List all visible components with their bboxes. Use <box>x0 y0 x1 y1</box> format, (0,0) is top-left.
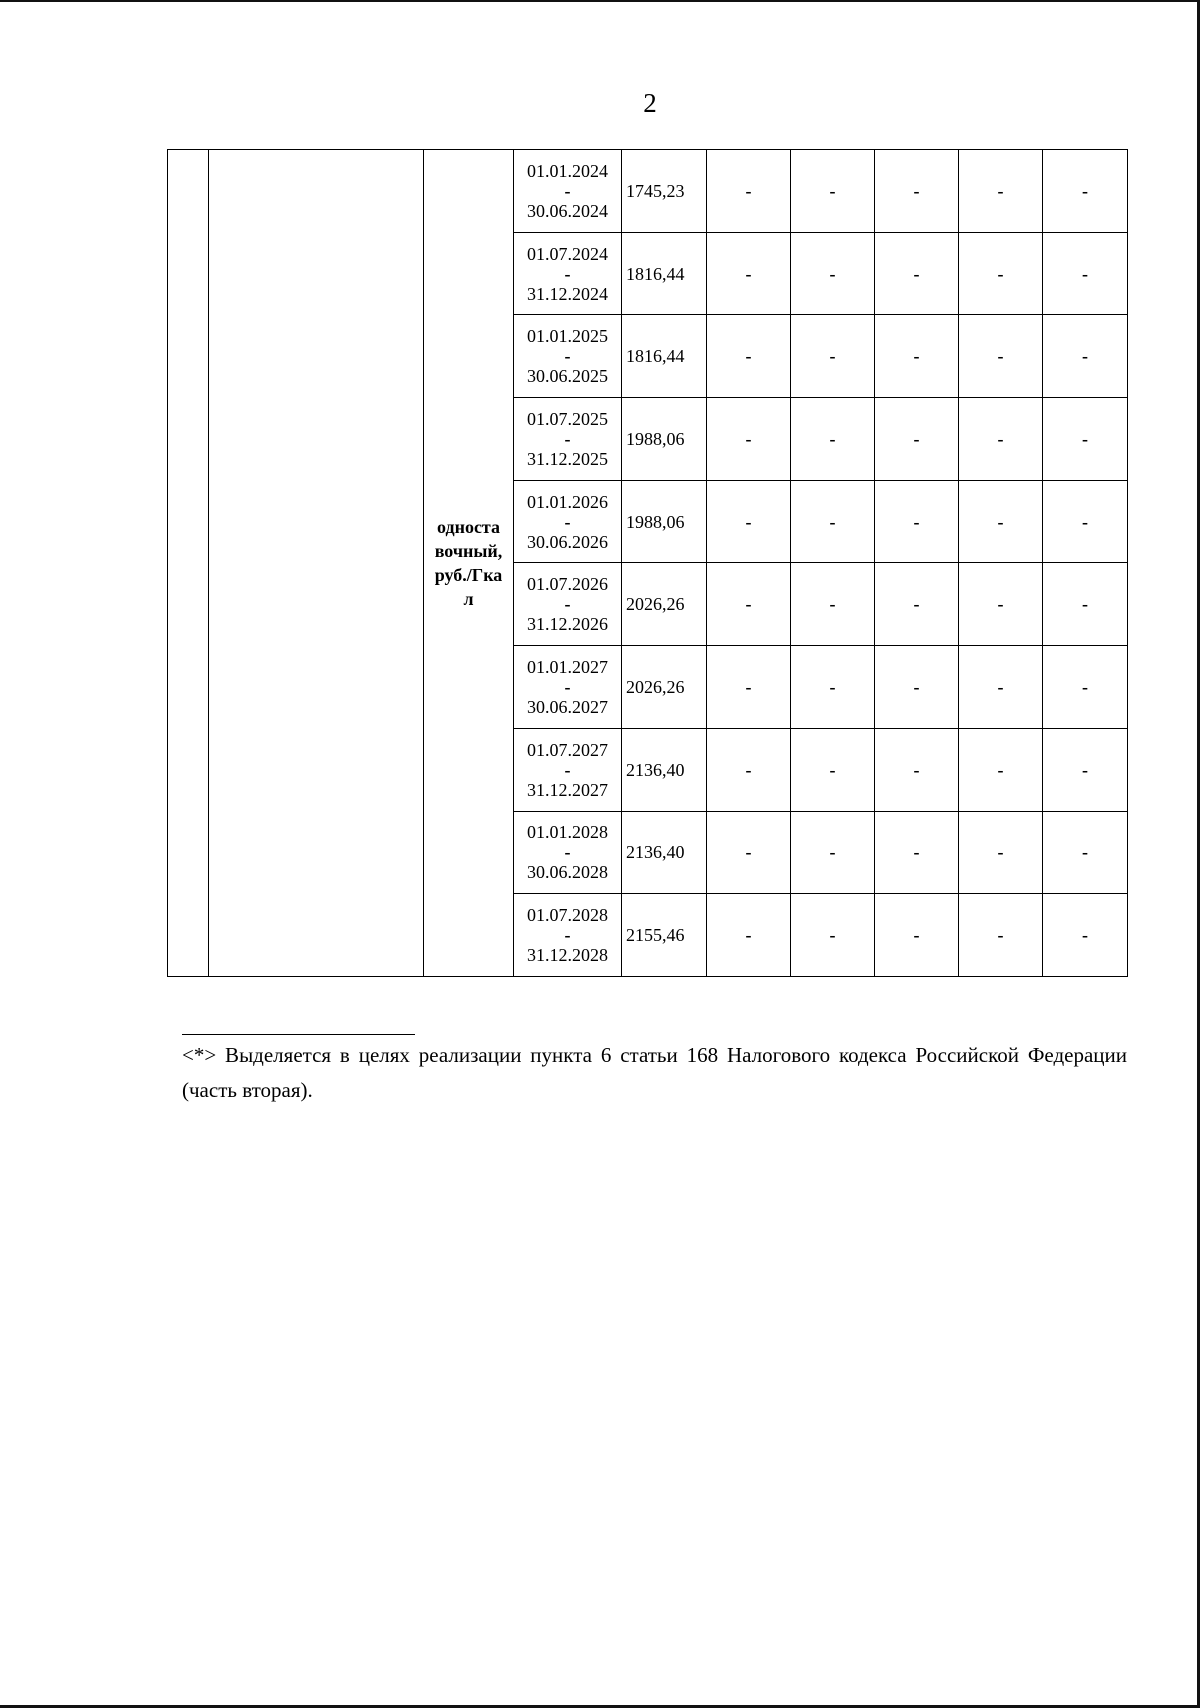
period-separator: - <box>564 263 571 284</box>
period-cell <box>514 480 622 563</box>
empty-value-cell: - <box>1043 563 1128 646</box>
period-separator: - <box>564 594 571 615</box>
period-from: 01.07.2025 <box>527 408 608 429</box>
empty-value-cell: - <box>707 232 791 315</box>
period-to: 30.06.2028 <box>527 862 608 883</box>
empty-value-cell: - <box>791 232 875 315</box>
empty-value-cell: - <box>875 398 959 481</box>
period-cell <box>514 894 622 977</box>
period-separator: - <box>564 842 571 863</box>
period-cell <box>514 646 622 729</box>
empty-value-cell: - <box>1043 646 1128 729</box>
period-cell <box>514 150 622 233</box>
period-separator: - <box>564 428 571 449</box>
table-row <box>168 150 1128 233</box>
period-from: 01.07.2027 <box>527 739 608 760</box>
period-from: 01.07.2026 <box>527 574 608 595</box>
period-from: 01.01.2028 <box>527 822 608 843</box>
empty-value-cell: - <box>959 232 1043 315</box>
empty-value-cell: - <box>791 728 875 811</box>
period-separator: - <box>564 925 571 946</box>
empty-value-cell: - <box>707 894 791 977</box>
empty-value-cell: - <box>1043 315 1128 398</box>
empty-value-cell: - <box>707 563 791 646</box>
organization-cell <box>209 150 424 977</box>
tariff-value-cell: 1816,44 <box>622 232 707 315</box>
period-to: 30.06.2026 <box>527 531 608 552</box>
empty-value-cell: - <box>959 646 1043 729</box>
empty-value-cell: - <box>875 646 959 729</box>
empty-value-cell: - <box>791 480 875 563</box>
period-to: 31.12.2025 <box>527 448 608 469</box>
tariff-value-cell: 1816,44 <box>622 315 707 398</box>
empty-value-cell: - <box>959 398 1043 481</box>
period-to: 30.06.2024 <box>527 200 608 221</box>
empty-value-cell: - <box>875 150 959 233</box>
empty-value-cell: - <box>1043 232 1128 315</box>
period-cell <box>514 398 622 481</box>
period-from: 01.01.2025 <box>527 326 608 347</box>
empty-value-cell: - <box>1043 150 1128 233</box>
tariff-type-cell <box>424 150 514 977</box>
empty-value-cell: - <box>875 728 959 811</box>
empty-value-cell: - <box>791 398 875 481</box>
period-separator: - <box>564 511 571 532</box>
period-to: 30.06.2025 <box>527 366 608 387</box>
tariff-value-cell: 2136,40 <box>622 728 707 811</box>
tariff-value-cell: 1988,06 <box>622 480 707 563</box>
empty-value-cell: - <box>707 315 791 398</box>
empty-value-cell: - <box>1043 894 1128 977</box>
period-from: 01.07.2024 <box>527 243 608 264</box>
scan-edge-top <box>0 0 1200 2</box>
empty-value-cell: - <box>875 480 959 563</box>
empty-value-cell: - <box>791 150 875 233</box>
empty-value-cell: - <box>1043 811 1128 894</box>
empty-value-cell: - <box>791 563 875 646</box>
empty-value-cell: - <box>959 811 1043 894</box>
empty-value-cell: - <box>875 811 959 894</box>
period-cell <box>514 811 622 894</box>
empty-value-cell: - <box>791 315 875 398</box>
period-separator: - <box>564 676 571 697</box>
footnote-text: <*> Выделяется в целях реализации пункта 6 статьи 168 Налогового кодекса Российской Федерации (часть вторая). <box>182 1043 1127 1102</box>
period-from: 01.01.2026 <box>527 491 608 512</box>
period-separator: - <box>564 346 571 367</box>
period-to: 30.06.2027 <box>527 696 608 717</box>
tariff-value-cell: 1988,06 <box>622 398 707 481</box>
row-number-cell <box>168 150 209 977</box>
empty-value-cell: - <box>875 894 959 977</box>
period-cell <box>514 232 622 315</box>
table-body <box>168 150 1128 977</box>
tariff-type-label: односта вочный, руб./Гкал <box>434 516 503 609</box>
empty-value-cell: - <box>875 232 959 315</box>
period-to: 31.12.2027 <box>527 779 608 800</box>
empty-value-cell: - <box>707 728 791 811</box>
empty-value-cell: - <box>959 315 1043 398</box>
period-from: 01.01.2024 <box>527 160 608 181</box>
empty-value-cell: - <box>707 480 791 563</box>
empty-value-cell: - <box>791 811 875 894</box>
empty-value-cell: - <box>1043 728 1128 811</box>
period-separator: - <box>564 759 571 780</box>
empty-value-cell: - <box>707 150 791 233</box>
tariff-value-cell: 2136,40 <box>622 811 707 894</box>
empty-value-cell: - <box>959 480 1043 563</box>
empty-value-cell: - <box>707 398 791 481</box>
period-to: 31.12.2028 <box>527 945 608 966</box>
period-separator: - <box>564 180 571 201</box>
empty-value-cell: - <box>791 646 875 729</box>
empty-value-cell: - <box>959 563 1043 646</box>
period-from: 01.01.2027 <box>527 656 608 677</box>
tariff-value-cell: 2026,26 <box>622 646 707 729</box>
period-to: 31.12.2026 <box>527 614 608 635</box>
empty-value-cell: - <box>791 894 875 977</box>
tariff-value-cell: 2026,26 <box>622 563 707 646</box>
footnote-rule <box>182 1034 415 1035</box>
empty-value-cell: - <box>707 646 791 729</box>
period-cell <box>514 563 622 646</box>
empty-value-cell: - <box>1043 398 1128 481</box>
page-number: 2 <box>643 88 657 118</box>
tariff-value-cell: 1745,23 <box>622 150 707 233</box>
empty-value-cell: - <box>959 894 1043 977</box>
tariff-value-cell: 2155,46 <box>622 894 707 977</box>
period-to: 31.12.2024 <box>527 283 608 304</box>
empty-value-cell: - <box>875 563 959 646</box>
empty-value-cell: - <box>959 150 1043 233</box>
period-cell <box>514 728 622 811</box>
empty-value-cell: - <box>1043 480 1128 563</box>
empty-value-cell: - <box>875 315 959 398</box>
period-from: 01.07.2028 <box>527 905 608 926</box>
empty-value-cell: - <box>707 811 791 894</box>
period-cell <box>514 315 622 398</box>
tariff-table <box>167 149 1128 977</box>
empty-value-cell: - <box>959 728 1043 811</box>
